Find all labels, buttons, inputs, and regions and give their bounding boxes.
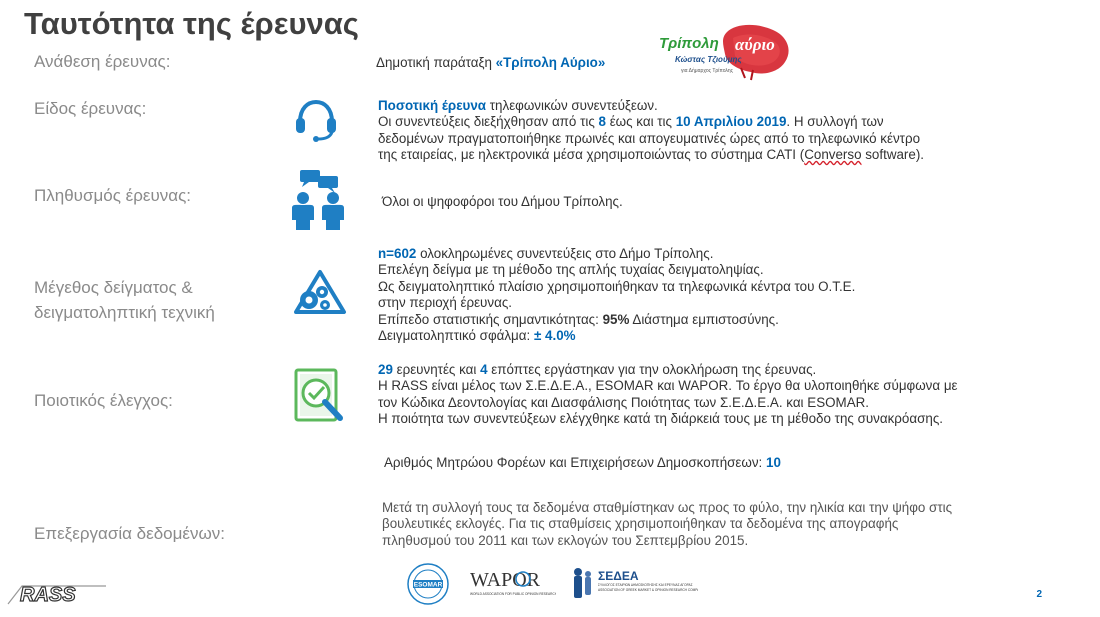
page-number: 2 xyxy=(1036,589,1042,600)
sample-line3: Ως δειγματοληπτικό πλαίσιο χρησιμοποιήθηκαν τα τηλεφωνικά κέντρα του Ο.Τ.Ε. xyxy=(378,278,856,294)
quality-line4: Η ποιότητα των συνεντεύξεων ελέγχθηκε κατά τη διάρκειά τους με τη μέθοδο της συνακρόασης. xyxy=(378,411,944,427)
esomar-logo xyxy=(404,562,452,611)
quality-supervisors: 4 xyxy=(480,362,488,377)
registry-number: 10 xyxy=(766,455,781,470)
sedea-sub1: ΣΥΛΛΟΓΟΣ ΕΤΑΙΡΙΩΝ ΔΗΜΟΣΚΟΠΗΣΗΣ ΚΑΙ ΕΡΕΥΝΑΣ ΑΓΟΡΑΣ xyxy=(598,583,693,587)
type-line1: τηλεφωνικών συνεντεύξεων. xyxy=(486,98,658,113)
wapor-text: WAPOR xyxy=(470,569,541,591)
gears-triangle-icon xyxy=(292,268,348,323)
rass-logo xyxy=(6,578,118,613)
type-line4a: της εταιρείας, με ηλεκτρονικά μέσα χρησιμοποιώντας το σύστημα CATI ( xyxy=(378,147,805,163)
sedea-text: ΣΕΔΕΑ xyxy=(598,569,639,583)
sedea-logo xyxy=(568,564,698,609)
assignment-pre: Δημοτική παράταξη xyxy=(376,55,496,70)
type-line2e: . Η συλλογή των xyxy=(786,114,884,130)
logo-word-avrio: αύριο xyxy=(735,35,775,54)
type-line2c: έως και τις xyxy=(605,114,676,130)
page-title: Ταυτότητα της έρευνας xyxy=(24,6,359,41)
label-processing: Επεξεργασία δεδομένων: xyxy=(34,524,225,543)
quality-researchers: 29 xyxy=(378,362,393,377)
logo-sub2: για Δήμαρχος Τρίπολης xyxy=(681,68,734,74)
sample-line2: Επελέγη δείγμα με τη μέθοδο της απλής τυχαίας δειγματοληψίας. xyxy=(378,262,764,278)
type-highlight: Ποσοτική έρευνα xyxy=(378,98,487,113)
processing-line1: Μετά τη συλλογή τους τα δεδομένα σταθμίστηκαν ως προς το φύλο, την ηλικία και την ψήφο στις xyxy=(382,500,953,515)
sample-line5a: Επίπεδο στατιστικής σημαντικότητας: xyxy=(378,311,603,327)
processing-line3: πληθυσμού του 2011 και των εκλογών του Σεπτεμβρίου 2015. xyxy=(382,532,749,548)
label-type: Είδος έρευνας: xyxy=(34,99,147,118)
type-converso: Converso xyxy=(804,147,862,163)
sample-confidence: 95% xyxy=(602,311,630,327)
quality-line1b: ερευνητές και xyxy=(392,362,481,377)
quality-line3: τον Κώδικα Δεοντολογίας και Διασφάλισης Ποιότητας των Σ.Ε.Δ.Ε.Α. και ESOMAR. xyxy=(378,394,870,410)
label-quality: Ποιοτικός έλεγχος: xyxy=(34,391,173,410)
tripoli-avrio-logo xyxy=(655,24,795,82)
sample-error: ± 4.0% xyxy=(533,328,576,344)
sample-line6a: Δειγματοληπτικό σφάλμα: xyxy=(378,328,534,344)
registry-text xyxy=(384,455,781,471)
processing-text xyxy=(382,500,952,549)
sedea-sub2: ASSOCIATION OF GREEK MARKET & OPINION RESEARCH COMPANIES xyxy=(598,588,698,592)
label-assignment: Ανάθεση έρευνας: xyxy=(34,52,171,71)
type-line4c: software). xyxy=(861,147,925,163)
processing-line2: βουλευτικές εκλογές. Για τις σταθμίσεις χρησιμοποιήθηκαν τα δεδομένα της απογραφής xyxy=(382,516,899,532)
assignment-highlight: «Τρίπολη Αύριο» xyxy=(495,55,606,70)
people-icon xyxy=(288,168,350,235)
logo-sub1: Κώστας Τζιούμης xyxy=(675,55,742,64)
quality-text xyxy=(378,362,958,428)
population-text: Όλοι οι ψηφοφόροι του Δήμου Τρίπολης. xyxy=(382,194,623,209)
type-date-end: 10 Απριλίου 2019 xyxy=(675,114,787,130)
label-sample-line2: δειγματοληπτική τεχνική xyxy=(34,303,215,322)
headset-icon xyxy=(292,98,340,147)
registry-label: Αριθμός Μητρώου Φορέων και Επιχειρήσεων Δημοσκοπήσεων: xyxy=(384,455,766,470)
rass-text: RASS xyxy=(20,584,76,606)
type-line3: δεδομένων πραγματοποιήθηκε πρωινές και απογευματινές ώρες από το τηλεφωνικό κέντρο xyxy=(378,130,921,146)
type-line2a: Οι συνεντεύξεις διεξήχθησαν από τις xyxy=(378,114,599,130)
sample-line1: ολοκληρωμένες συνεντεύξεις στο Δήμο Τρίπολης. xyxy=(416,246,714,261)
sample-line4: στην περιοχή έρευνας. xyxy=(378,295,512,311)
sample-text xyxy=(378,246,855,344)
wapor-sub: WORLD ASSOCIATION FOR PUBLIC OPINION RESEARCH xyxy=(470,592,556,596)
quality-check-icon xyxy=(294,366,350,431)
esomar-text: ESOMAR xyxy=(413,581,443,589)
type-day-start: 8 xyxy=(598,114,606,130)
sample-n: n=602 xyxy=(378,246,417,261)
type-text xyxy=(378,98,924,164)
label-sample xyxy=(34,275,215,325)
logo-word-tripoli: Τρίπολη xyxy=(659,35,719,52)
label-population: Πληθυσμός έρευνας: xyxy=(34,186,192,205)
label-sample-line1: Μέγεθος δείγματος & xyxy=(34,278,193,297)
quality-line1d: επόπτες εργάστηκαν για την ολοκλήρωση της έρευνας. xyxy=(487,362,817,377)
assignment-text xyxy=(376,55,605,71)
sample-line5c: Διάστημα εμπιστοσύνης. xyxy=(629,311,779,327)
quality-line2: Η RASS είναι μέλος των Σ.Ε.Δ.Ε.Α., ESOMAR και WAPOR. Το έργο θα υλοποιηθήκε σύμφωνα με xyxy=(378,378,958,394)
wapor-logo xyxy=(466,566,556,605)
